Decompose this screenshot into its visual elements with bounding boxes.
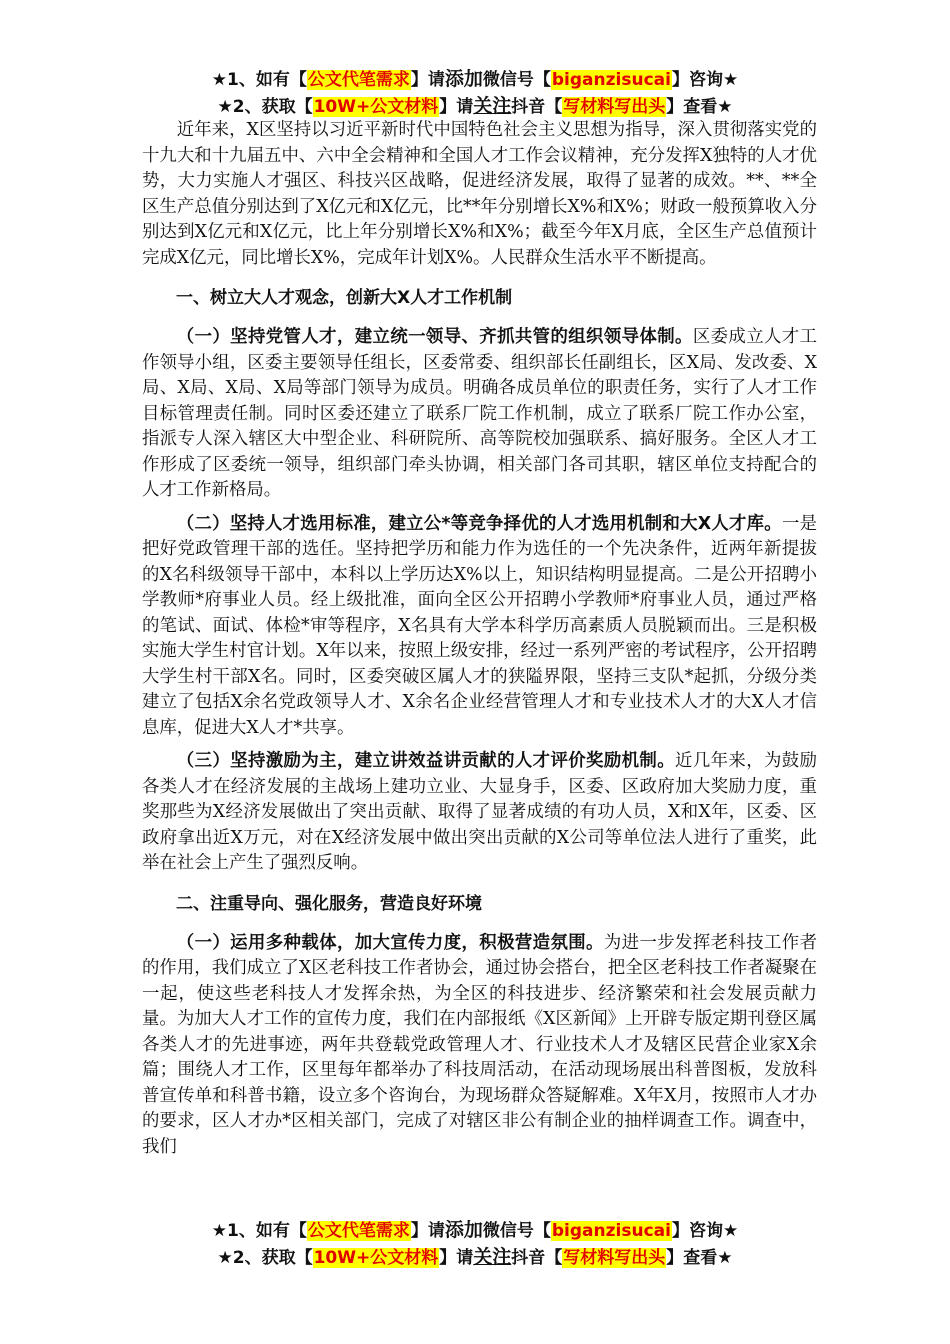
banner-line-2 [0,1244,950,1271]
banner-text: ★2、获取【 [217,1248,313,1268]
paragraph-lead: （一）坚持党管人才，建立统一领导、齐抓共管的组织领导体制。 [176,327,693,347]
highlight-service: 公文代笔需求 [307,1221,410,1241]
banner-text: ★1、如有【 [211,1221,307,1241]
section-1-paragraph-1 [142,325,817,504]
banner-text: ★2、获取【 [217,97,313,117]
banner-text: 微信号【 [482,1221,551,1241]
highlight-service: 公文代笔需求 [307,70,410,90]
banner-text: ★1、如有【 [211,70,307,90]
highlight-douyin-account: 写材料写出头 [563,97,666,117]
banner-text: 】请 [439,1248,474,1268]
paragraph-lead: （一）运用多种载体，加大宣传力度，积极营造氛围。 [176,932,604,953]
paragraph-text: 一是把好党政管理干部的选任。坚持把学历和能力作为选任的一个先决条件，近两年新提拔的X名科级领导干部中，本科以上学历达X%以上，知识结构明显提高。二是公开招聘小学教师*府事业人员。经上级批准，面向全区公开招聘小学教师*府事业人员，通过严格的笔试、面试、体检*审等程序，X名具有大学本科学历高素质人员脱颖而出。三是积极实施大学生村官计划。X年以来，按照上级安排，经过一系列严密的考试程序，公开招聘大学生村干部X名。同时，区委突破区属人才的狭隘界限，坚持三支队*起抓，分级分类建立了包括X余名党政领导人才、X余名企业经营管理人才和专业技术人才的大X人才信息库，促进大X人才*共享。 [142,513,817,738]
banner-emphasis: 添加 [444,1219,483,1241]
paragraph-text: 为进一步发挥老科技工作者的作用，我们成立了X区老科技工作者协会，通过协会搭台，把全区老科技工作者凝聚在一起，使这些老科技人才发挥余热，为全区的科技进步、经济繁荣和社会发展贡献力量。为加大人才工作的宣传力度，我们在内部报纸《X区新闻》上开辟专版定期刊登区属各类人才的先进事迹，两年共登载党政管理人才、行业技术人才及辖区民营企业家X余篇；围绕人才工作，区里每年都举办了科技周活动，在活动现场展出科普图板，发放科普宣传单和科普书籍，设立多个咨询台，为现场群众答疑解难。X年X月，按照市人才办的要求，区人才办*区相关部门，完成了对辖区非公有制企业的抽样调查工作。调查中，我们 [142,932,817,1157]
paragraph-lead: （三）坚持激励为主，建立讲效益讲贡献的人才评价奖励机制。 [176,751,676,771]
banner-text: 微信号【 [482,70,551,90]
highlight-wechat-id: biganzisucai [551,1221,671,1241]
section-2-paragraph-1 [142,931,817,1161]
banner-line-1 [0,1217,950,1244]
banner-text: 】请 [410,1221,445,1241]
highlight-wechat-id: biganzisucai [551,70,671,90]
banner-text: 】查看★ [666,97,733,117]
banner-emphasis: 添加 [444,68,483,90]
section-1-title: 一、树立大人才观念，创新大X人才工作机制 [176,288,513,308]
banner-line-2 [0,93,950,120]
paragraph-lead: （二）坚持人才选用标准，建立公*等竞争择优的人才选用机制和大X人才库。 [176,513,782,534]
header-banner [0,66,950,120]
paragraph-text: 近几年来，为鼓励各类人才在经济发展的主战场上建功立业、大显身手，区委、区政府加大奖励力度，重奖那些为X经济发展做出了突出贡献、取得了显著成绩的有功人员，X和X年，区委、区政府拿出近X万元，对在X经济发展中做出突出贡献的X公司等单位法人进行了重奖，此举在社会上产生了强烈反响。 [142,751,817,873]
banner-line-1 [0,66,950,93]
highlight-douyin-account: 写材料写出头 [563,1248,666,1268]
section-1-paragraph-3 [142,749,817,877]
paragraph-text: 区委成立人才工作领导小组，区委主要领导任组长，区委常委、组织部长任副组长，区X局、发改委、X局、X局、X局、X局等部门领导为成员。明确各成员单位的职责任务，实行了人才工作目标管理责任制。同时区委还建立了联系厂院工作机制，成立了联系厂院工作办公室，指派专人深入辖区大中型企业、科研院所、高等院校加强联系、搞好服务。全区人才工作形成了区委统一领导，组织部门牵头协调，相关部门各司其职，辖区单位支持配合的人才工作新格局。 [142,327,817,500]
footer-banner [0,1217,950,1271]
banner-text: 】请 [410,70,445,90]
banner-text: 抖音【 [511,1248,563,1268]
banner-emphasis: 关注 [473,95,512,117]
section-1-paragraph-2 [142,512,817,742]
section-2-title: 二、注重导向、强化服务，营造良好环境 [176,893,482,914]
intro-paragraph: 近年来，X区坚持以习近平新时代中国特色社会主义思想为指导，深入贯彻落实党的十九大和十九届五中、六中全会精神和全国人才工作会议精神，充分发挥X独特的人才优势，大力实施人才强区、科技兴区战略，促进经济发展，取得了显著的成效。**、**全区生产总值分别达到了X亿元和X亿元，比**年分别增长X%和X%；财政一般预算收入分别达到X亿元和X亿元，比上年分别增长X%和X%；截至今年X月底，全区生产总值预计完成X亿元，同比增长X%，完成年计划X%。人民群众生活水平不断提高。 [142,120,817,268]
banner-text: 】请 [439,97,474,117]
banner-text: 抖音【 [511,97,563,117]
highlight-materials: 10W+公文材料 [313,97,439,117]
banner-text: 】咨询★ [671,70,739,90]
banner-emphasis: 关注 [473,1246,512,1268]
document-body [142,118,817,1160]
banner-text: 】查看★ [666,1248,733,1268]
banner-text: 】咨询★ [671,1221,739,1241]
highlight-materials: 10W+公文材料 [313,1248,439,1268]
